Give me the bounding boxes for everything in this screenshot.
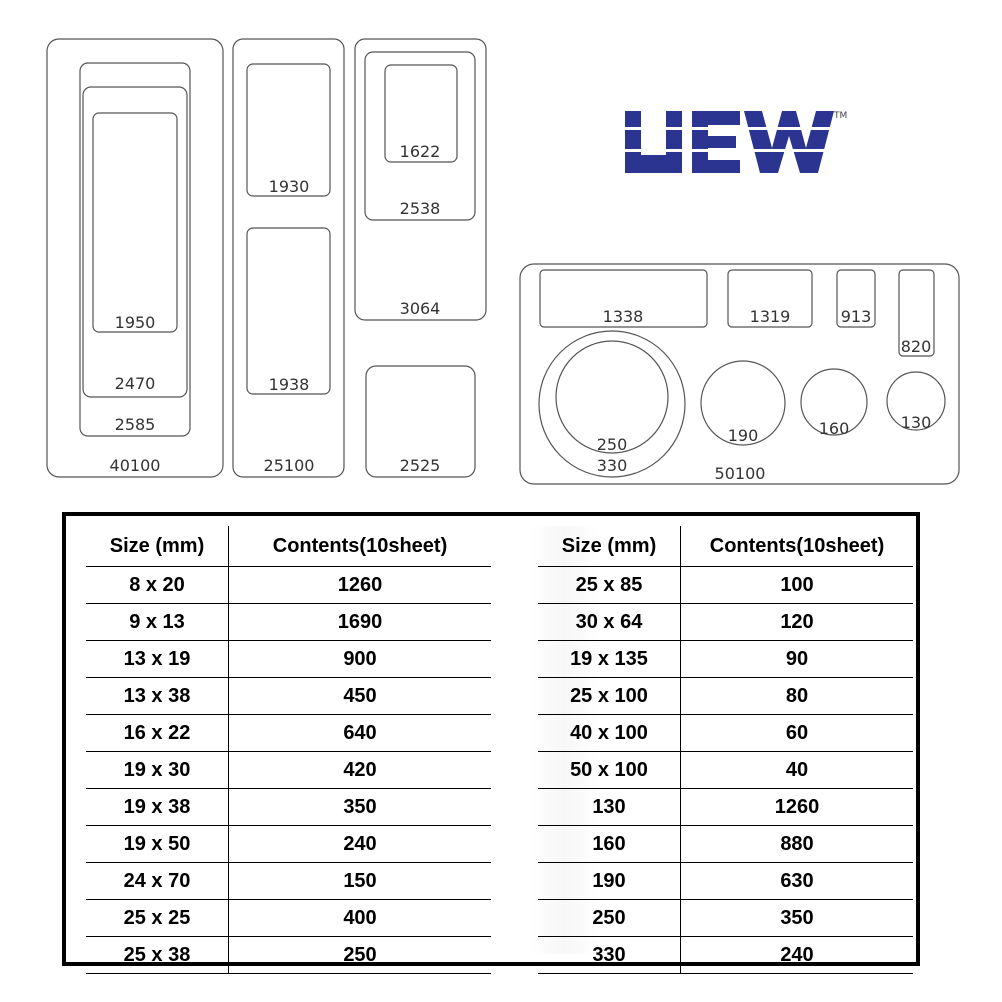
- size-cell: 25 x 38: [86, 937, 229, 974]
- sheet-50100-outline: [520, 264, 959, 484]
- label-1950-text: 1950: [114, 313, 156, 332]
- table-left-body: [86, 567, 491, 974]
- contents-cell: 240: [229, 826, 492, 863]
- label-1622-text: 1622: [399, 142, 441, 161]
- table-row: [538, 863, 913, 900]
- header-contents: Contents(10sheet): [229, 526, 492, 567]
- label-160-text: 160: [818, 419, 850, 438]
- contents-cell: 450: [229, 678, 492, 715]
- size-cell: 25 x 85: [538, 567, 681, 604]
- size-cell: 19 x 38: [86, 789, 229, 826]
- label-913-text: 913: [840, 307, 872, 326]
- contents-cell: 90: [681, 641, 914, 678]
- label-1338-text: 1338: [602, 307, 644, 326]
- size-cell: 13 x 19: [86, 641, 229, 678]
- table-row: [538, 567, 913, 604]
- size-cell: 250: [538, 900, 681, 937]
- contents-cell: 400: [229, 900, 492, 937]
- contents-cell: 240: [681, 937, 914, 974]
- contents-cell: 80: [681, 678, 914, 715]
- size-cell: 16 x 22: [86, 715, 229, 752]
- sheet-40100-outline: [47, 39, 223, 477]
- size-cell: 160: [538, 826, 681, 863]
- contents-cell: 900: [229, 641, 492, 678]
- sheet-50100-text: 50100: [714, 464, 766, 483]
- sheet-40100: [47, 39, 223, 477]
- size-cell: 40 x 100: [538, 715, 681, 752]
- size-cell: 19 x 30: [86, 752, 229, 789]
- trademark-text: TM: [834, 111, 848, 121]
- label-2470-outline: [83, 87, 187, 397]
- contents-cell: 60: [681, 715, 914, 752]
- table-row: [86, 752, 491, 789]
- table-row: [86, 900, 491, 937]
- label-820-text: 820: [900, 337, 932, 356]
- contents-cell: 1690: [229, 604, 492, 641]
- size-cell: 13 x 38: [86, 678, 229, 715]
- size-cell: 30 x 64: [538, 604, 681, 641]
- table-row: [86, 604, 491, 641]
- label-3064-outline: [355, 39, 486, 320]
- header-size: Size (mm): [86, 526, 229, 567]
- contents-table-left: [86, 526, 491, 974]
- label-130-text: 130: [900, 413, 932, 432]
- size-cell: 24 x 70: [86, 863, 229, 900]
- label-2538-outline: [365, 52, 475, 220]
- size-cell: 330: [538, 937, 681, 974]
- label-190-text: 190: [727, 426, 759, 445]
- label-2585-text: 2585: [114, 415, 156, 434]
- table-row: [538, 604, 913, 641]
- table-row: [538, 715, 913, 752]
- uew-logo: [620, 111, 847, 173]
- label-2470-text: 2470: [114, 374, 156, 393]
- label-sheet-diagram: [0, 0, 1002, 500]
- contents-cell: 880: [681, 826, 914, 863]
- table-row: [538, 752, 913, 789]
- label-2525-text: 2525: [399, 456, 441, 475]
- table-row: [86, 715, 491, 752]
- label-1319-text: 1319: [749, 307, 791, 326]
- table-left: [86, 526, 491, 974]
- size-cell: 130: [538, 789, 681, 826]
- contents-cell: 150: [229, 863, 492, 900]
- size-cell: 8 x 20: [86, 567, 229, 604]
- table-row: [538, 789, 913, 826]
- contents-cell: 120: [681, 604, 914, 641]
- label-1950-outline: [93, 113, 177, 332]
- size-cell: 50 x 100: [538, 752, 681, 789]
- label-250-text: 250: [596, 435, 628, 454]
- table-row: [86, 641, 491, 678]
- label-2538-text: 2538: [399, 199, 441, 218]
- sheet-50100: [520, 264, 959, 484]
- table-row: [86, 567, 491, 604]
- table-row: [538, 678, 913, 715]
- sheet-3064: [355, 39, 486, 477]
- table-row: [538, 826, 913, 863]
- table-header-row: [538, 526, 913, 567]
- label-1938-text: 1938: [268, 375, 310, 394]
- table-row: [86, 863, 491, 900]
- size-cell: 19 x 50: [86, 826, 229, 863]
- table-row: [86, 937, 491, 974]
- table-header-row: [86, 526, 491, 567]
- contents-cell: 100: [681, 567, 914, 604]
- size-cell: 9 x 13: [86, 604, 229, 641]
- contents-cell: 640: [229, 715, 492, 752]
- label-1930-text: 1930: [268, 177, 310, 196]
- table-row: [538, 641, 913, 678]
- sheet-25100-outline: [233, 39, 344, 477]
- contents-table-right: [538, 526, 913, 974]
- size-cell: 19 x 135: [538, 641, 681, 678]
- contents-cell: 40: [681, 752, 914, 789]
- label-330-text: 330: [596, 456, 628, 475]
- contents-cell: 1260: [229, 567, 492, 604]
- contents-table-frame: [62, 512, 920, 966]
- table-row: [86, 678, 491, 715]
- table-row: [86, 826, 491, 863]
- table-row: [86, 789, 491, 826]
- label-3064-text: 3064: [399, 299, 441, 318]
- header-size: Size (mm): [538, 526, 681, 567]
- sheet-40100-text: 40100: [109, 456, 161, 475]
- contents-cell: 250: [229, 937, 492, 974]
- size-cell: 25 x 25: [86, 900, 229, 937]
- header-contents: Contents(10sheet): [681, 526, 914, 567]
- table-row: [538, 937, 913, 974]
- table-right-body: [538, 567, 913, 974]
- size-cell: 25 x 100: [538, 678, 681, 715]
- contents-cell: 630: [681, 863, 914, 900]
- contents-cell: 1260: [681, 789, 914, 826]
- size-cell: 190: [538, 863, 681, 900]
- table-row: [538, 900, 913, 937]
- contents-cell: 350: [229, 789, 492, 826]
- contents-cell: 350: [681, 900, 914, 937]
- sheet-25100: [233, 39, 344, 477]
- contents-cell: 420: [229, 752, 492, 789]
- table-right: [538, 526, 913, 974]
- sheet-25100-text: 25100: [263, 456, 315, 475]
- label-1938-outline: [247, 228, 330, 394]
